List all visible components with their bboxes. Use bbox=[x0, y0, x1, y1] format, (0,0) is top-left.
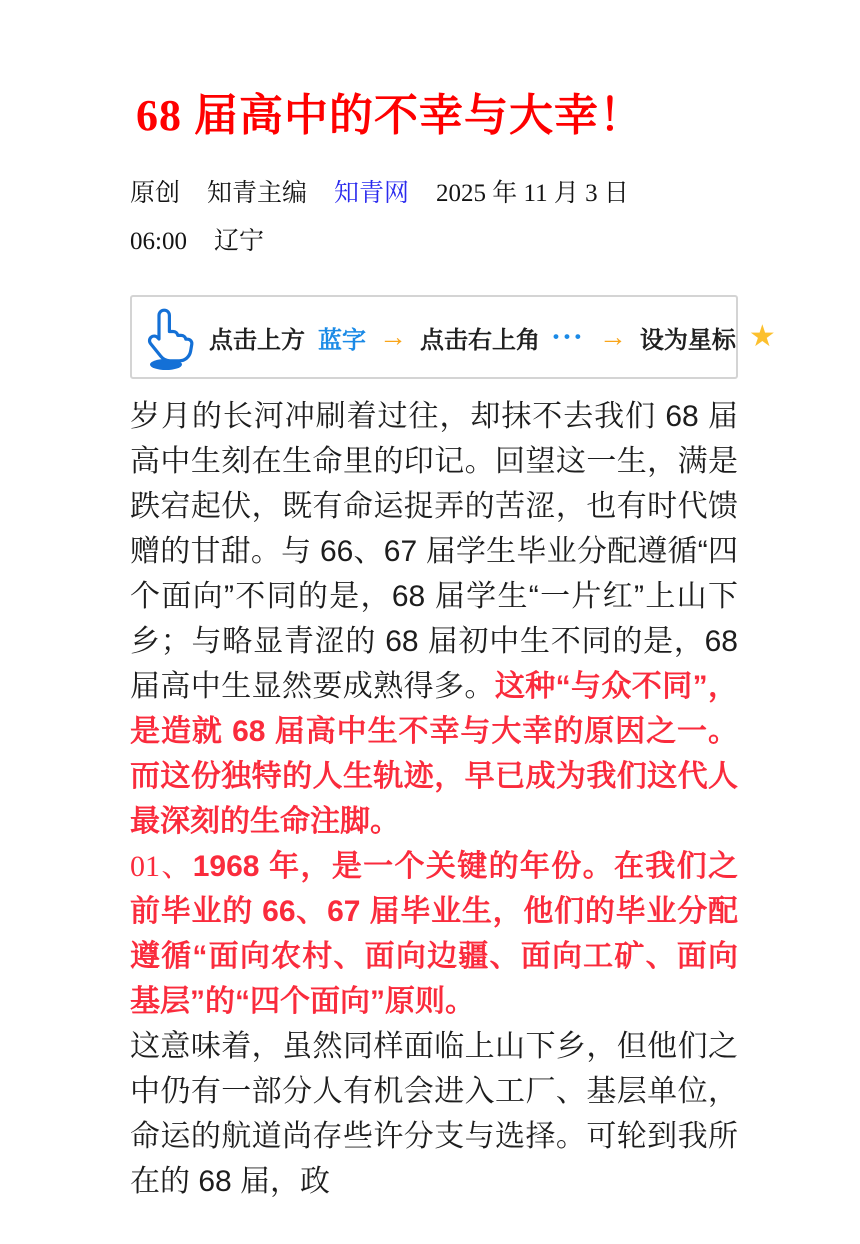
paragraph-2-highlight: 1968 年，是一个关键的年份。在我们之前毕业的 66、67 届毕业生，他们的毕业分配遵循“面向农村、面向边疆、面向工矿、面向基层”的“四个面向”原则。 bbox=[130, 850, 739, 1019]
ellipsis-icon: ••• bbox=[553, 327, 586, 347]
origin-badge: 原创 bbox=[130, 180, 181, 208]
paragraph-1-highlight: 这种“与众不同”，是造就 68 届高中生不幸与大幸的原因之一。而这份独特的人生轨迹，早已成为我们这代人最深刻的生命注脚。 bbox=[130, 670, 739, 839]
paragraph-3 bbox=[130, 1024, 738, 1204]
arrow-icon: → bbox=[379, 321, 407, 353]
banner-text-set-star: 设为星标 bbox=[639, 326, 736, 354]
byline bbox=[130, 170, 738, 266]
paragraph-1 bbox=[130, 394, 738, 844]
banner-text-top-right: 点击右上角 bbox=[420, 326, 540, 354]
byline-line-1 bbox=[130, 170, 738, 218]
hand-icon bbox=[142, 303, 196, 371]
byline-line-2 bbox=[130, 218, 738, 266]
publish-time: 06:00 bbox=[130, 228, 187, 256]
banner-text-click-above: 点击上方 bbox=[209, 326, 305, 354]
paragraph-1-text: 岁月的长河冲刷着过往，却抹不去我们 68 届高中生刻在生命里的印记。回望这一生，满是跌宕起伏，既有命运捉弄的苦涩，也有时代馈赠的甘甜。与 66、67 届学生毕业分配遵循“四个面向”不同的是，68 届学生“一片红”上山下乡；与略显青涩的 68 届初中生不同的是，68 届高中生显然要成熟得多。 bbox=[130, 400, 738, 704]
star-icon: ★ bbox=[748, 320, 776, 354]
publish-location: 辽宁 bbox=[213, 228, 264, 256]
paragraph-3-text: 这意味着，虽然同样面临上山下乡，但他们之中仍有一部分人有机会进入工厂、基层单位，命运的航道尚存些许分支与选择。可轮到我所在的 68 届，政 bbox=[130, 1030, 738, 1199]
section-number: 01、 bbox=[130, 850, 193, 884]
publish-date: 2025 年 11 月 3 日 bbox=[436, 180, 629, 208]
banner-blue-text: 蓝字 bbox=[318, 326, 366, 354]
account-link[interactable]: 知青网 bbox=[334, 180, 410, 208]
article-body bbox=[130, 394, 738, 1204]
author-name: 知青主编 bbox=[207, 180, 308, 208]
arrow-icon-2: → bbox=[598, 321, 627, 353]
article-title: 68 届高中的不幸与大幸！ bbox=[136, 91, 644, 140]
paragraph-2 bbox=[130, 844, 738, 1024]
follow-banner bbox=[130, 295, 776, 379]
